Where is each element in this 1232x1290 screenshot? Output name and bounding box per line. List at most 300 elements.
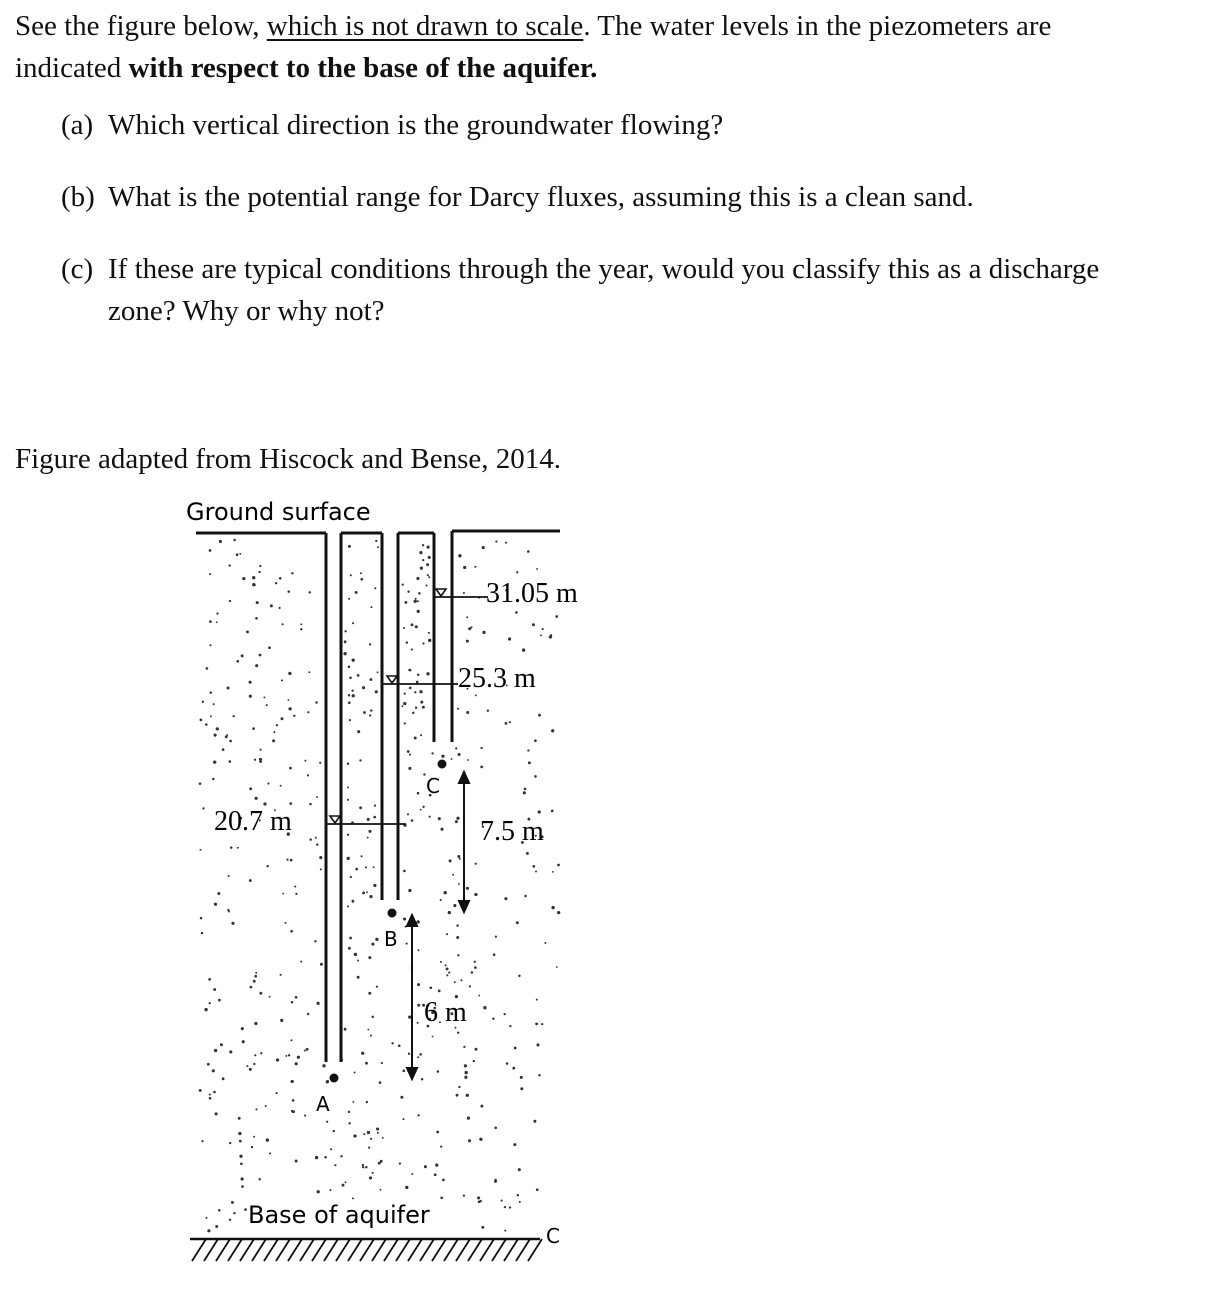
sand-dot	[352, 1101, 354, 1103]
sand-dot	[448, 911, 451, 914]
hatch-mark	[324, 1239, 338, 1261]
sand-dot	[550, 634, 552, 636]
sand-dot	[370, 1138, 372, 1140]
sand-dot	[470, 626, 472, 628]
sand-dot	[246, 1065, 248, 1067]
sand-dot	[238, 1132, 241, 1135]
sand-dot	[354, 953, 357, 956]
sand-dot	[354, 1072, 356, 1074]
sand-dot	[210, 691, 213, 694]
hatch-mark	[468, 1239, 482, 1261]
hatch-mark	[372, 1239, 386, 1261]
intro-text: See the figure below,	[15, 10, 267, 42]
sand-dot	[466, 711, 469, 714]
sand-dot	[353, 1134, 356, 1137]
hatch-mark	[456, 1239, 470, 1261]
water-level-a-label: 20.7 m	[214, 806, 292, 837]
hatch-mark	[240, 1239, 254, 1261]
sand-dot	[290, 1039, 292, 1041]
sand-dot	[309, 838, 311, 840]
sand-dot	[403, 917, 406, 920]
sand-dot	[218, 1209, 221, 1212]
sand-dot	[509, 1025, 511, 1027]
sand-dot	[233, 539, 236, 542]
sand-dot	[347, 834, 349, 836]
sand-dot	[557, 864, 560, 867]
sand-dot	[209, 1093, 211, 1095]
sand-dot	[418, 949, 420, 951]
sand-dot	[324, 1156, 327, 1159]
sand-dot	[216, 621, 218, 623]
sand-dot	[304, 1115, 306, 1117]
sand-dot	[267, 783, 269, 785]
sand-dot	[512, 1067, 515, 1070]
sand-dot	[291, 1110, 294, 1113]
sand-dot	[506, 1062, 509, 1065]
sand-dot	[449, 859, 452, 862]
question-c-label: (c)	[61, 253, 94, 285]
sand-dot	[376, 986, 378, 988]
sand-dot	[446, 974, 448, 976]
sand-dot	[322, 1064, 325, 1067]
sand-dot	[307, 711, 309, 713]
sand-dot	[376, 1127, 379, 1130]
sand-dot	[432, 1036, 434, 1038]
sand-dot	[255, 617, 258, 620]
sand-dot	[455, 820, 458, 823]
piezometer-a-point	[330, 1074, 339, 1083]
sand-dot	[542, 628, 544, 630]
sand-dot	[555, 615, 558, 618]
sand-dot	[411, 1173, 413, 1175]
sand-dot	[306, 1048, 309, 1051]
sand-dot	[475, 863, 477, 865]
sand-dot	[458, 753, 461, 756]
sand-dot	[357, 960, 359, 962]
sand-dot	[438, 990, 441, 993]
hatch-mark	[312, 1239, 326, 1261]
sand-dot	[495, 541, 497, 543]
sand-dot	[441, 755, 444, 758]
sand-dot	[425, 584, 427, 586]
sand-dot	[348, 598, 350, 600]
sand-dot	[369, 678, 372, 681]
hatch-mark	[204, 1239, 218, 1261]
piezometer-b	[341, 533, 398, 900]
sand-dot	[285, 922, 287, 924]
sand-dot	[536, 1188, 539, 1191]
sand-dot	[255, 664, 258, 667]
sand-dot	[504, 897, 507, 900]
sand-dot	[527, 749, 529, 751]
sand-dot	[366, 891, 368, 893]
sand-dot	[420, 701, 423, 704]
sand-dot	[418, 592, 421, 595]
sand-dot	[228, 760, 231, 763]
sand-dot	[440, 1146, 442, 1148]
sand-dot	[236, 660, 239, 663]
sand-dot	[409, 687, 412, 690]
hatch-mark	[516, 1239, 530, 1261]
sand-dot	[231, 1201, 234, 1204]
sand-dot	[494, 1180, 497, 1183]
sand-dot	[391, 1042, 393, 1044]
sand-dot	[469, 985, 471, 987]
sand-dot	[526, 852, 529, 855]
sand-dot	[344, 1028, 347, 1031]
sand-dot	[229, 1050, 232, 1053]
sand-dot	[202, 701, 204, 703]
sand-dot	[348, 666, 351, 669]
sand-dot	[475, 1048, 478, 1051]
sand-dot	[200, 917, 203, 920]
sand-dot	[308, 671, 310, 673]
sand-dot	[422, 806, 424, 808]
sand-dot	[200, 849, 202, 851]
sand-dot	[314, 940, 316, 942]
sand-dot	[228, 875, 230, 877]
sand-dot	[518, 1168, 521, 1171]
sand-dot	[374, 805, 376, 807]
sand-dot	[290, 859, 293, 862]
sand-dot	[369, 895, 372, 898]
sand-dot	[276, 724, 278, 726]
sand-dot	[375, 690, 378, 693]
sand-dot	[516, 571, 518, 573]
hatch-mark	[384, 1239, 398, 1261]
sand-dot	[457, 1032, 459, 1034]
sand-dot	[204, 1008, 207, 1011]
sand-dot	[495, 935, 497, 937]
sand-dot	[300, 623, 302, 625]
sand-dot	[509, 1206, 511, 1208]
water-table-c-icon	[436, 589, 446, 596]
sand-dot	[347, 857, 350, 860]
sand-dot	[362, 1166, 364, 1168]
sand-dot	[361, 1052, 364, 1055]
sand-dot	[209, 549, 212, 552]
sand-dot	[359, 806, 362, 809]
sand-dot	[368, 992, 371, 995]
sand-dot	[360, 855, 362, 857]
sand-dot	[254, 797, 257, 800]
sand-dot	[428, 556, 431, 559]
sand-dot	[454, 981, 456, 983]
question-b-label: (b)	[61, 181, 95, 213]
sand-dot	[254, 759, 256, 761]
sand-dot	[359, 759, 361, 761]
sand-dot	[414, 691, 416, 693]
sand-dot	[536, 1043, 539, 1046]
sand-dot	[317, 1190, 320, 1193]
sand-dot	[487, 710, 489, 712]
sand-dot	[233, 715, 235, 717]
sand-dot	[279, 577, 282, 580]
sand-dot	[538, 1074, 540, 1076]
hatch-mark	[432, 1239, 446, 1261]
sand-dot	[315, 1156, 318, 1159]
sand-dot	[451, 758, 453, 760]
sand-dot	[429, 986, 432, 989]
sand-dot	[535, 871, 537, 873]
sand-dot	[315, 701, 318, 704]
sand-dot	[403, 627, 405, 629]
sand-dot	[411, 819, 414, 822]
sand-dot	[465, 1071, 468, 1074]
sand-dot	[348, 1122, 350, 1124]
sand-dot	[213, 988, 216, 991]
sand-dot	[375, 540, 377, 542]
sand-dot	[404, 692, 406, 694]
sand-dot	[417, 600, 419, 602]
sand-dot	[363, 711, 366, 714]
sand-dot	[280, 974, 282, 976]
sand-dot	[422, 706, 425, 709]
sand-dot	[538, 810, 541, 813]
sand-dot	[266, 865, 268, 867]
sand-dot	[493, 953, 496, 956]
sand-dot	[373, 816, 376, 819]
sand-dot	[282, 623, 284, 625]
sand-dot	[399, 1162, 401, 1164]
sand-dot	[246, 630, 249, 633]
sand-dot	[214, 1049, 217, 1052]
sand-dot	[239, 553, 241, 555]
sand-dot	[401, 705, 403, 707]
sand-dot	[300, 961, 302, 963]
sand-dot	[236, 553, 239, 556]
sand-dot	[365, 866, 367, 868]
sand-dot	[419, 1053, 422, 1056]
sand-dot	[266, 1138, 269, 1141]
sand-dot	[541, 1023, 543, 1025]
sand-dot	[524, 895, 527, 898]
sand-dot	[295, 893, 297, 895]
sand-dot	[260, 749, 262, 751]
sand-dot	[377, 671, 379, 673]
sand-dot	[319, 762, 321, 764]
sand-dot	[458, 1086, 460, 1088]
sand-dot	[374, 587, 376, 589]
sand-dot	[265, 1105, 267, 1107]
sand-dot	[240, 1162, 243, 1165]
sand-dot	[417, 1056, 419, 1058]
sand-dot	[273, 731, 275, 733]
piezometer-figure	[0, 480, 700, 1280]
sand-dot	[473, 1060, 475, 1062]
intro-text-cont: . The water levels in the piezometers are	[583, 10, 1052, 42]
sand-dot	[455, 747, 457, 749]
sand-dot	[352, 659, 355, 662]
piezometer-c-point	[438, 760, 447, 769]
sand-dot	[326, 1080, 329, 1083]
sand-dot	[417, 610, 420, 613]
sand-dot	[505, 722, 508, 725]
sand-dot	[505, 542, 507, 544]
water-level-b-label: 25.3 m	[458, 663, 536, 694]
sand-dot	[520, 1087, 523, 1090]
sand-dot	[524, 788, 527, 791]
base-of-aquifer-label: Base of aquifer	[248, 1201, 430, 1229]
sand-dot	[427, 574, 429, 576]
sand-dot	[514, 1047, 517, 1050]
sand-dot	[422, 559, 424, 561]
sand-dot	[481, 1226, 484, 1229]
sand-dot	[253, 1063, 255, 1065]
sand-dot	[347, 763, 349, 765]
sand-dot	[434, 1173, 437, 1176]
sand-dot	[259, 1178, 261, 1180]
sand-dot	[468, 1139, 471, 1142]
sand-dot	[375, 938, 378, 941]
sand-dot	[349, 677, 352, 680]
sand-dot	[202, 807, 204, 809]
sand-dot	[241, 1185, 244, 1188]
sand-dot	[534, 775, 537, 778]
sand-dot	[371, 943, 374, 946]
sand-dot	[344, 630, 346, 632]
sand-dot	[251, 1146, 253, 1148]
hatch-mark	[288, 1239, 302, 1261]
sand-dot	[408, 889, 411, 892]
sand-dot	[478, 995, 480, 997]
sand-dot	[215, 1112, 218, 1115]
sand-dot	[229, 564, 231, 566]
sand-dot	[260, 1052, 262, 1054]
sand-dot	[241, 654, 244, 657]
sand-dot	[419, 690, 422, 693]
sand-dot	[249, 879, 252, 882]
piezometer-c-label: C	[426, 774, 440, 798]
sand-dot	[533, 1120, 536, 1123]
sand-dot	[536, 999, 538, 1001]
sand-dot	[241, 1027, 244, 1030]
corner-glyph: C	[546, 1224, 560, 1248]
sand-dot	[362, 891, 365, 894]
sand-dot	[471, 971, 474, 974]
sand-dot	[290, 930, 293, 933]
sand-dot	[408, 767, 411, 770]
distance-c-to-b-label: 7.5 m	[480, 816, 544, 847]
sand-dot	[400, 1096, 403, 1099]
sand-dot	[214, 903, 217, 906]
sand-dot	[368, 956, 371, 959]
sand-dot	[229, 740, 232, 743]
sand-dot	[474, 893, 477, 896]
sand-dot	[538, 714, 541, 717]
sand-dot	[291, 572, 293, 574]
sand-dot	[205, 1217, 207, 1219]
sand-dot	[255, 972, 257, 974]
sand-dot	[349, 937, 352, 940]
sand-dot	[556, 966, 558, 968]
sand-dot	[440, 899, 442, 901]
sand-dot	[304, 760, 306, 762]
sand-dot	[466, 640, 469, 643]
sand-dot	[231, 922, 234, 925]
water-table-b-icon	[387, 676, 397, 683]
sand-dot	[367, 818, 370, 821]
sand-dot	[417, 674, 419, 676]
sand-dot	[424, 1165, 427, 1168]
hatch-mark	[408, 1239, 422, 1261]
sand-dot	[319, 856, 322, 859]
sand-dot	[357, 976, 360, 979]
sand-dot	[289, 802, 292, 805]
sand-dot	[206, 667, 209, 670]
sand-dot	[551, 810, 554, 813]
sand-dot	[199, 1089, 202, 1092]
sand-dot	[426, 563, 429, 566]
sand-dot	[444, 891, 447, 894]
sand-dot	[212, 778, 214, 780]
sand-dot	[504, 1206, 506, 1208]
sand-dot	[452, 874, 454, 876]
sand-dot	[229, 600, 231, 602]
sand-dot	[316, 843, 318, 845]
hatch-mark	[216, 1239, 230, 1261]
sand-dot	[405, 1186, 408, 1189]
sand-dot	[494, 1126, 497, 1129]
sand-dot	[437, 1070, 440, 1073]
sand-dot	[422, 544, 424, 546]
sand-dot	[289, 767, 292, 770]
sand-dot	[463, 1194, 465, 1196]
sand-dot	[213, 703, 215, 705]
sand-dot	[269, 1152, 271, 1154]
aquifer-base	[190, 1239, 542, 1261]
sand-dot	[350, 876, 352, 878]
sand-dot	[438, 817, 441, 820]
sand-dot	[334, 1164, 336, 1166]
sand-dot	[366, 1101, 368, 1103]
sand-dot	[370, 606, 372, 608]
sand-dot	[440, 1196, 443, 1199]
sand-dot	[249, 787, 252, 790]
sand-dot	[316, 796, 318, 798]
question-c-text-2: zone? Why or why not?	[108, 295, 385, 327]
sand-dot	[348, 947, 351, 950]
sand-dot	[352, 1197, 354, 1199]
sand-dot	[516, 921, 519, 924]
sand-dot	[252, 583, 255, 586]
sand-dot	[377, 546, 379, 548]
sand-dot	[513, 1143, 516, 1146]
sand-dot	[276, 1092, 278, 1094]
sand-dot	[480, 1105, 483, 1108]
sand-dot	[220, 1043, 223, 1046]
sand-dot	[453, 904, 456, 907]
sand-dot	[333, 1130, 335, 1132]
sand-dot	[255, 1108, 257, 1110]
sand-dot	[291, 1001, 294, 1004]
sand-dot	[414, 737, 417, 740]
sand-dot	[509, 721, 511, 723]
sand-dot	[208, 978, 211, 981]
sand-dot	[517, 1194, 519, 1196]
sand-dot	[295, 1062, 298, 1065]
sand-dot	[258, 571, 260, 573]
sand-dot	[367, 1131, 370, 1134]
sand-dot	[209, 1097, 212, 1100]
sand-dot	[215, 1225, 218, 1228]
question-c-text-1: If these are typical conditions through the year, would you classify this as a discharge	[108, 253, 1100, 285]
sand-dot	[355, 591, 358, 594]
sand-dot	[259, 565, 261, 567]
piezometer-c	[398, 531, 452, 742]
sand-dot	[250, 986, 253, 989]
sand-dot	[448, 972, 450, 974]
